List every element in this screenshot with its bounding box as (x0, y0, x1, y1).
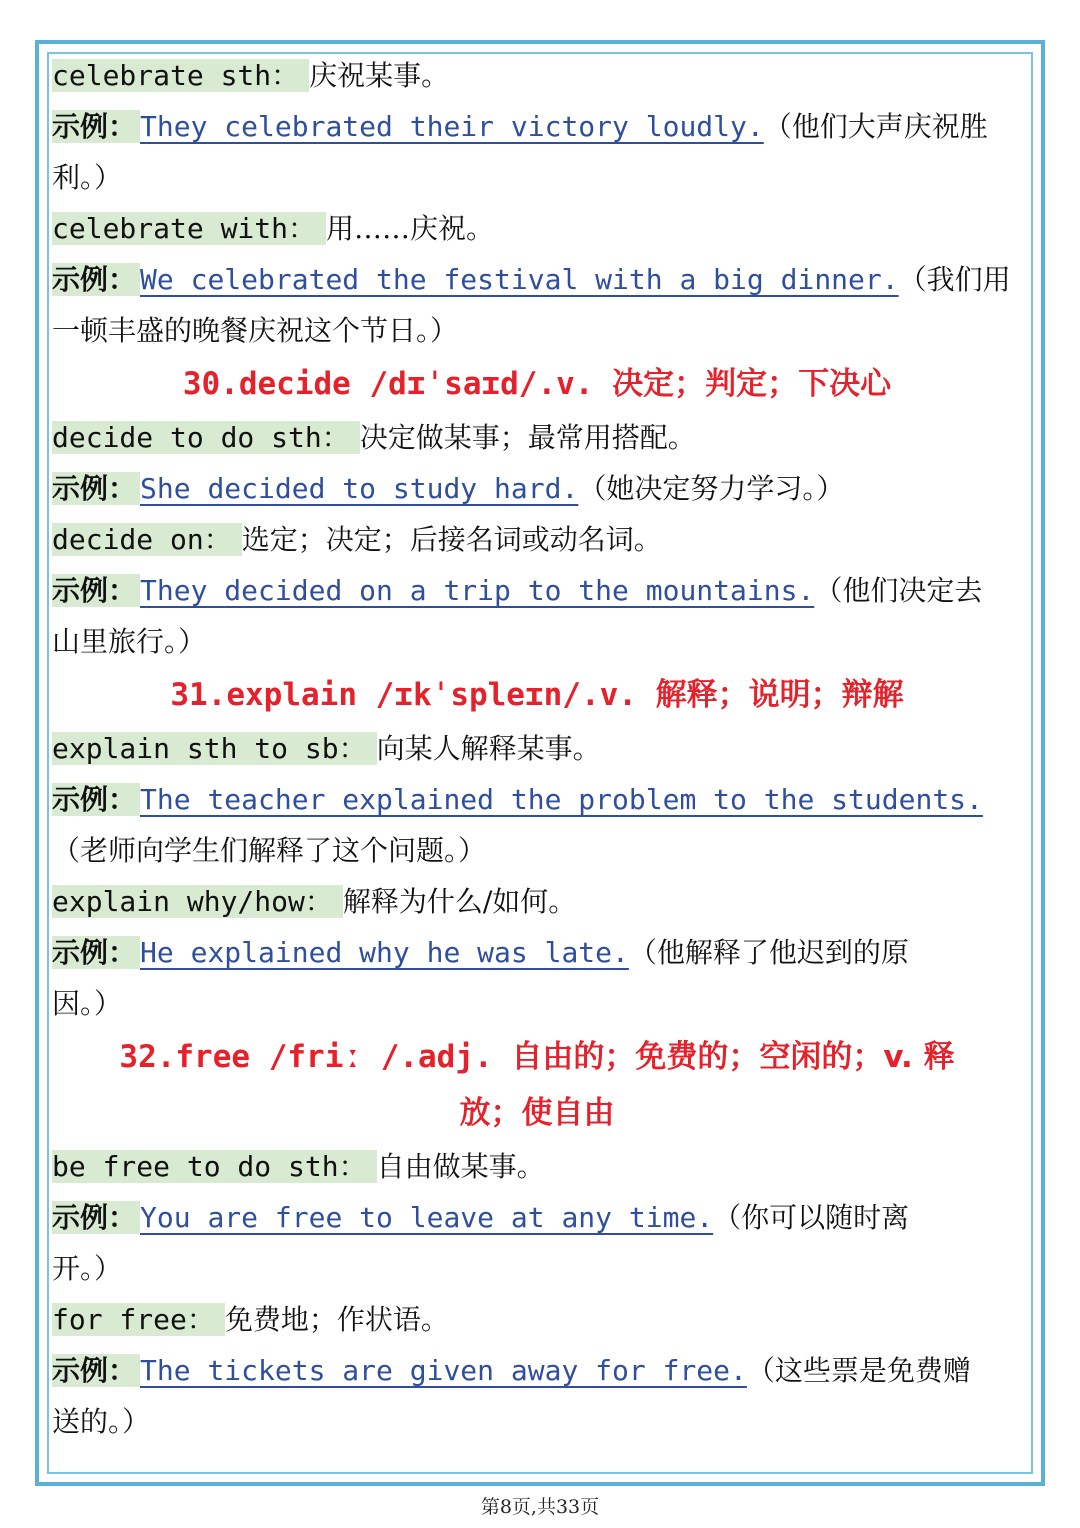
translation-continued: 山里旅行。） (52, 625, 207, 658)
heading-word: 31.explain /ɪkˈspleɪn/.v. (170, 677, 656, 713)
meaning: 用……庆祝。 (326, 212, 495, 245)
example-sentence: The tickets are given away for free. (140, 1354, 747, 1387)
word-heading-31 (52, 667, 1022, 723)
example-sentence: They decided on a trip to the mountains. (140, 574, 815, 607)
translation: （我们用 (898, 263, 1011, 296)
heading-meaning: 解释；说明；辩解 (655, 677, 904, 713)
example-sentence: They celebrated their victory loudly. (140, 110, 764, 143)
page-number: 第8页,共33页 (480, 1496, 600, 1518)
meaning: 解释为什么/如何。 (342, 885, 577, 918)
phrase-line (52, 723, 1022, 774)
phrase: explain why/how： (52, 885, 343, 918)
word-heading-30 (52, 356, 1022, 412)
translation: （老师向学生们解释了这个问题。） (52, 834, 487, 867)
meaning: 向某人解释某事。 (376, 732, 601, 765)
translation-continued: 一顿丰盛的晚餐庆祝这个节日。） (52, 314, 459, 347)
example-line (52, 1345, 1022, 1396)
example-label: 示例： (52, 783, 140, 816)
meaning: 自由做某事。 (376, 1150, 545, 1183)
meaning: 决定做某事；最常用搭配。 (359, 421, 696, 454)
meaning: 庆祝某事。 (309, 59, 450, 92)
translation-continued: 送的。） (52, 1405, 151, 1438)
phrase-line (52, 514, 1022, 565)
phrase: celebrate sth： (52, 59, 309, 92)
example-line (52, 565, 1022, 616)
meaning: 免费地；作状语。 (224, 1303, 449, 1336)
heading-word: 32.free /friː /.adj. (119, 1039, 512, 1075)
phrase: celebrate with： (52, 212, 326, 245)
example-line (52, 927, 1022, 978)
example-label: 示例： (52, 1354, 140, 1387)
example-sentence: The teacher explained the problem to the students. (140, 783, 983, 816)
example-sentence: You are free to leave at any time. (140, 1201, 714, 1234)
phrase: explain sth to sb： (52, 732, 377, 765)
phrase: be free to do sth： (52, 1150, 377, 1183)
example-label: 示例： (52, 472, 140, 505)
example-line (52, 254, 1022, 305)
word-heading-32 (52, 1029, 1022, 1085)
phrase-line (52, 412, 1022, 463)
example-label: 示例： (52, 1201, 140, 1234)
translation: （他们决定去 (814, 574, 983, 607)
translation: （这些票是免费赠 (746, 1354, 971, 1387)
heading-meaning: 自由的；免费的；空闲的；v. 释 (511, 1039, 955, 1075)
phrase-line (52, 50, 1022, 101)
meaning: 选定；决定；后接名词或动名词。 (241, 523, 662, 556)
translation-continued: 因。） (52, 987, 123, 1020)
phrase-line (52, 203, 1022, 254)
phrase: for free： (52, 1303, 225, 1336)
translation: （他解释了他迟到的原 (628, 936, 909, 969)
page-content (52, 50, 1022, 1447)
example-sentence: He explained why he was late. (140, 936, 629, 969)
heading-meaning-continued: 放；使自由 (459, 1095, 615, 1131)
translation: （他们大声庆祝胜 (763, 110, 988, 143)
example-sentence: We celebrated the festival with a big dinner. (140, 263, 899, 296)
example-line (52, 101, 1022, 152)
example-label: 示例： (52, 936, 140, 969)
heading-word: 30.decide /dɪˈsaɪd/.v. (182, 366, 613, 402)
phrase: decide to do sth： (52, 421, 360, 454)
translation-continued: 开。） (52, 1252, 123, 1285)
example-line (52, 1192, 1022, 1243)
example-label: 示例： (52, 574, 140, 607)
phrase-line (52, 876, 1022, 927)
translation: （你可以随时离 (713, 1201, 910, 1234)
heading-meaning: 决定；判定；下决心 (612, 366, 892, 402)
phrase: decide on： (52, 523, 242, 556)
word-heading-32-continued (52, 1085, 1022, 1141)
example-line (52, 774, 1022, 825)
example-label: 示例： (52, 263, 140, 296)
phrase-line (52, 1141, 1022, 1192)
translation: （她决定努力学习。） (578, 472, 845, 505)
example-label: 示例： (52, 110, 140, 143)
phrase-line (52, 1294, 1022, 1345)
translation-continued: 利。） (52, 161, 123, 194)
example-sentence: She decided to study hard. (140, 472, 579, 505)
example-line (52, 463, 1022, 514)
